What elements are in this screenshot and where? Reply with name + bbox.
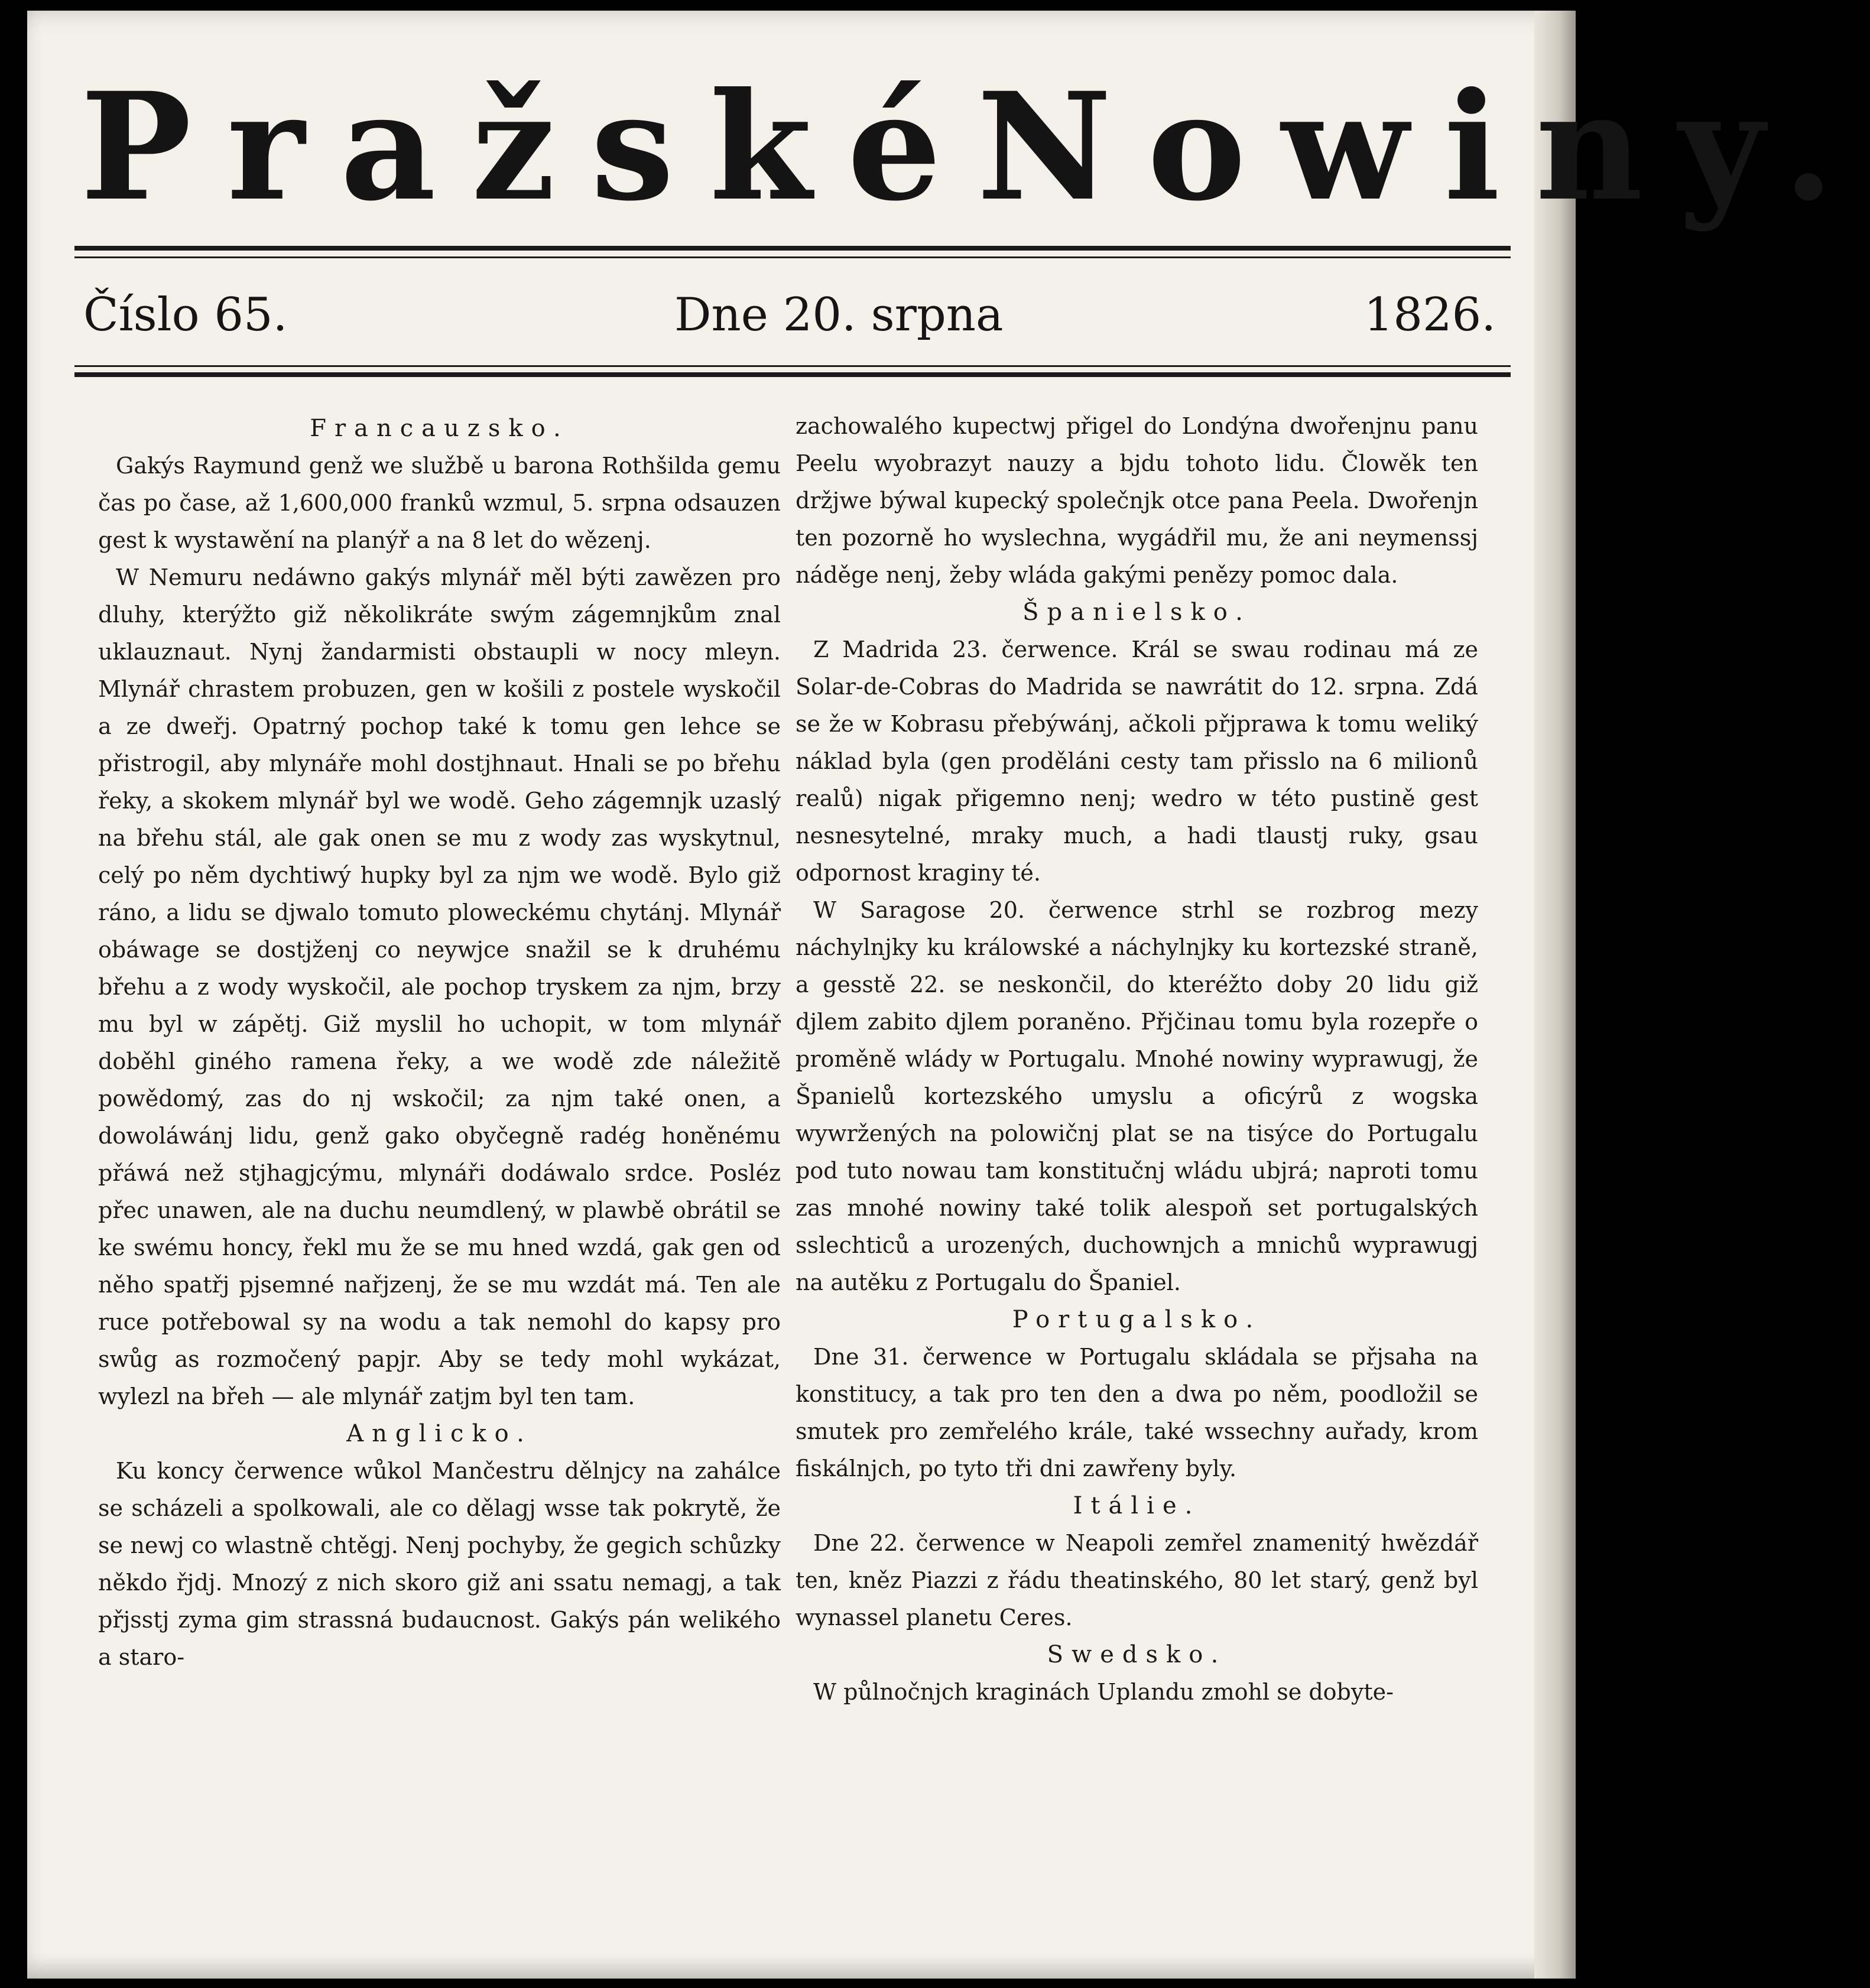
right-column bbox=[796, 408, 1478, 1711]
article-paragraph: W půlnočnjch kraginách Uplandu zmohl se dobyte- bbox=[813, 1679, 1394, 1705]
issue-year: 1826. bbox=[1363, 288, 1496, 342]
heading-sweden: Swedsko. bbox=[1047, 1641, 1227, 1668]
masthead-word-2: Nowiny. bbox=[976, 60, 1870, 233]
masthead bbox=[80, 58, 1870, 235]
dateline bbox=[83, 288, 1496, 347]
article-paragraph: Ku koncy čerwence wůkol Mančestru dělnjcy na zahálce se scházeli a spolkowali, ale co dělagj wsse tak pokrytě, že se newj co wlastně chtěgj. Nenj pochyby, že gegich schůzky někdo řjdj. Mnozý z nich skoro giž ani ssatu nemagj, a tak přjsstj zyma gim strassná budaucnost. Gakýs pán welikého a staro- bbox=[98, 1458, 781, 1670]
page-edge-shadow bbox=[1534, 11, 1576, 1979]
article-paragraph: Dne 31. čerwence w Portugalu skládala se přjsaha na konstitucy, a tak pro ten den a dwa po něm, poodložil se smutek pro zemřelého krále, také wssechny auřady, krom fiskálnjch, po tyto tři dni zawřeny byly. bbox=[796, 1344, 1478, 1482]
article-paragraph: Z Madrida 23. čerwence. Král se swau rodinau má ze Solar-de-Cobras do Madrida se nawrátit do 12. srpna. Zdá se že w Kobrasu přebýwánj, ačkoli přjprawa k tomu weliký náklad byla (gen proděláni cesty tam přisslo na 6 milionů realů) nigak přigemno nenj; wedro w této pustině gest nesnesytelné, mraky much, a hadi tlaustj ruky, gsau odpornost kraginy té. bbox=[796, 636, 1478, 886]
heading-spain: Španielsko. bbox=[1022, 599, 1251, 626]
heading-france: Francauzsko. bbox=[310, 415, 569, 442]
bottom-rule-thin bbox=[74, 365, 1511, 367]
top-rule-thin bbox=[74, 256, 1511, 258]
article-paragraph: Dne 22. čerwence w Neapoli zemřel znamenitý hwězdář ten, kněz Piazzi z řádu theatinského, 80 let starý, genž byl wynassel planetu Ceres. bbox=[796, 1530, 1478, 1630]
masthead-word-1: Pražské bbox=[80, 60, 977, 233]
heading-england: Anglicko. bbox=[346, 1420, 533, 1447]
newspaper-page bbox=[27, 11, 1870, 1979]
issue-number: Číslo 65. bbox=[83, 288, 288, 342]
article-paragraph: Gakýs Raymund genž we službě u barona Rothšilda gemu čas po čase, až 1,600,000 franků wzmul, 5. srpna odsauzen gest k wystawění na planýř a na 8 let do wězenj. bbox=[98, 453, 781, 553]
left-column bbox=[98, 410, 781, 1676]
bottom-rule-thick bbox=[74, 372, 1511, 377]
top-rule-thick bbox=[74, 246, 1511, 251]
heading-italy: Itálie. bbox=[1073, 1492, 1201, 1519]
article-paragraph: zachowalého kupectwj přigel do Londýna dwořenjnu panu Peelu wyobrazyt nauzy a bjdu tohoto lidu. Člowěk ten držjwe býwal kupecký společnjk otce pana Peela. Dwořenjn ten pozorně ho wyslechna, wygádřil mu, že ani neymenssj náděge nenj, žeby wláda gakými penězy pomoc dala. bbox=[796, 413, 1478, 588]
issue-date: Dne 20. srpna bbox=[674, 288, 1004, 342]
article-paragraph: W Nemuru nedáwno gakýs mlynář měl býti zawězen pro dluhy, kterýžto giž několikráte swým zágemnjkům znal uklauznaut. Nynj žandarmisti obstaupli w nocy mleyn. Mlynář chrastem probuzen, gen w košili z postele wyskočil a ze dweřj. Opatrný pochop také k tomu gen lehce se přistrogil, aby mlynáře mohl dostjhnaut. Hnali se po břehu řeky, a skokem mlynář byl we wodě. Geho zágemnjk uzaslý na břehu stál, ale gak onen se mu z wody zas wyskytnul, celý po něm dychtiwý hupky byl za njm we wodě. Bylo giž ráno, a lidu se djwalo tomuto ploweckému chytánj. Mlynář obáwage se dostjženj co neywjce snažil se k druhému břehu a z wody wyskočil, ale pochop tryskem za njm, brzy mu byl w zápětj. Giž myslil ho uchopit, w tom mlynář doběhl giného ramena řeky, a we wodě zde náležitě powědomý, zas do nj wskočil; za njm také onen, a dowoláwánj lidu, genž gako obyčegně radég honěnému přáwá než stjhagjcýmu, mlynáři dodáwalo srdce. Posléz přec unawen, ale na duchu neumdlený, w plawbě obrátil se ke swému honcy, řekl mu že se mu hned wzdá, gak gen od něho spatřj pjsemné nařjzenj, že se mu wzdát má. Ten ale ruce potřebowal sy na wodu a tak nemohl do kapsy pro swůg as rozmočený papjr. Aby se tedy mohl wykázat, wylezl na břeh — ale mlynář zatjm byl ten tam. bbox=[98, 564, 781, 1409]
heading-portugal: Portugalsko. bbox=[1012, 1306, 1262, 1333]
article-paragraph: W Saragose 20. čerwence strhl se rozbrog mezy náchylnjky ku králowské a náchylnjky ku kortezské straně, a gesstě 22. se neskončil, do kteréžto doby 20 lidu giž djlem zabito djlem poraněno. Přjčinau tomu byla rozepře o proměně wlády w Portugalu. Mnohé nowiny wyprawugj, že Španielů kortezského umyslu a oficýrů z wogska wywržených na polowičnj plat se na tisýce do Portugalu pod tuto nowau tam konstitučnj wládu ubjrá; naproti tomu zas mnohé nowiny také tolik alespoň set portugalských sslechticů a urozených, duchownjch a mnichů wyprawugj na autěku z Portugalu do Španiel. bbox=[796, 897, 1478, 1295]
